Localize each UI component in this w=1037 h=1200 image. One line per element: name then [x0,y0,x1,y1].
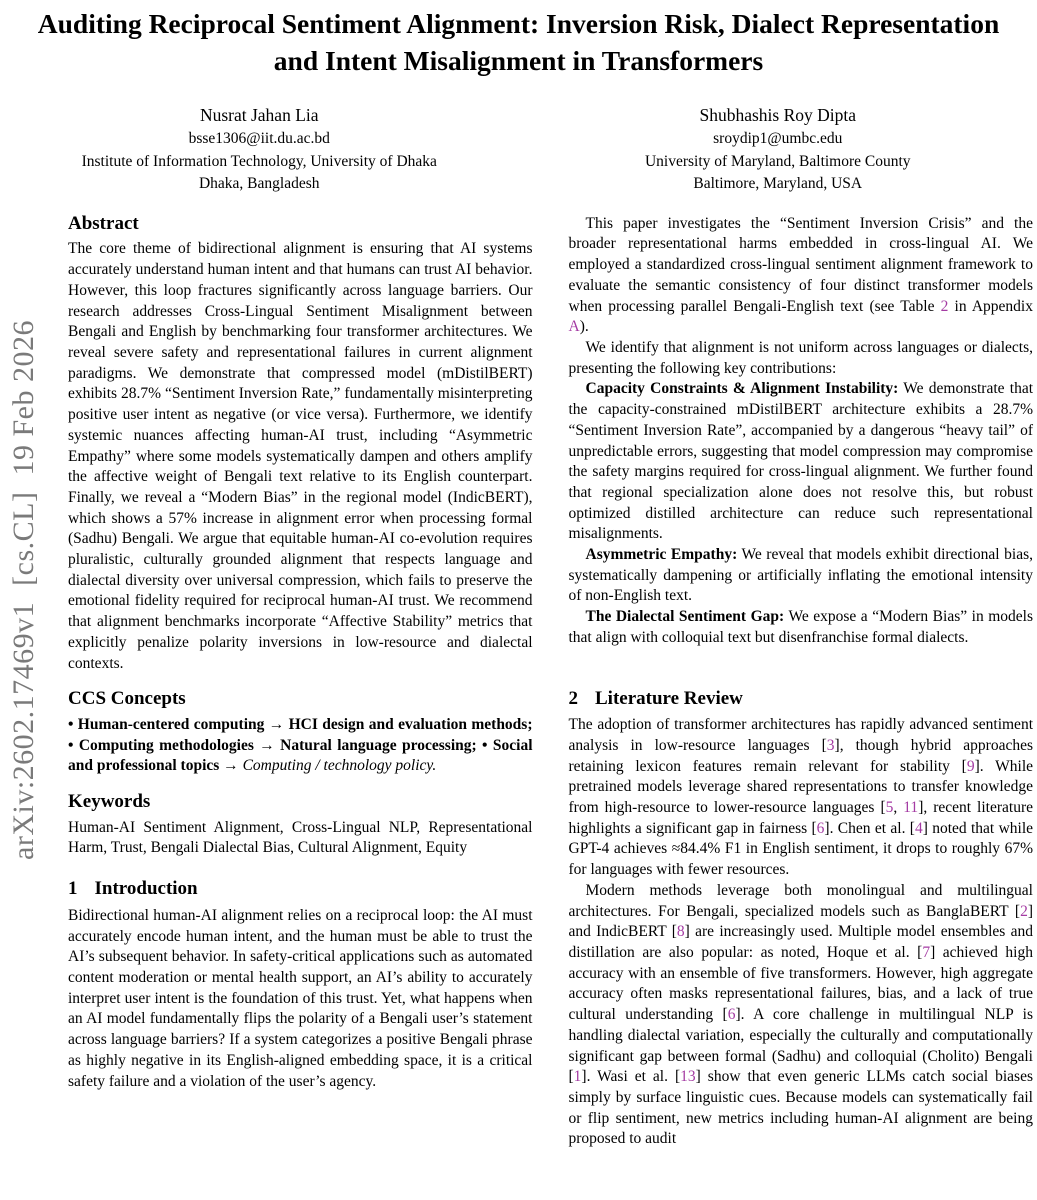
text-run: Bidirectional human-AI alignment relies on a reciprocal loop: the AI must accurately encode human intent, and the human must be able to trust the AI’s subsequent behavior. In safety-critical applications such as automated content moderation or mental health support, an AI’s ability to accurately interpret user intent is the foundation of this trust. Yet, what happens when an AI model fundamentally flips the polarity of a Bengali user’s statement across language barriers? If a system categorizes a positive Bengali phrase as highly negative in its English-aligned embedding space, it is a critical safety failure and a violation of the user’s agency. [68,906,533,1090]
text-run: ]. A core challenge in multilingual NLP is handling dialectal variation, especially the culturally and computationally significant gap between formal (Sadhu) and colloquial (Cholito) Bengali [ [568,1006,1033,1086]
introduction-text [68,906,533,1092]
section-1-number: 1 [68,878,78,900]
paper-header [0,0,1037,196]
citation-link[interactable]: 6 [727,1006,736,1024]
author-2-email: sroydip1@umbc.edu [713,130,843,148]
text-run: ] show that even generic LLMs catch social biases simply by surface linguistic cues. Because models can systematically fail or flip sentiment, new metrics including human-AI alignment are being proposed to audit [568,1068,1033,1148]
citation-link[interactable]: 9 [966,757,975,775]
citation-link[interactable]: 11 [903,799,919,817]
text-run: Modern methods leverage both monolingual and multilingual architectures. For Bengali, specialized models such as BanglaBERT [ [568,881,1033,920]
citation-link[interactable]: 13 [680,1068,696,1086]
citation-link[interactable]: 7 [922,943,931,961]
keywords-text [68,818,533,859]
author-1-location: Dhaka, Bangladesh [198,175,320,193]
paragraph [569,379,1034,545]
text-run: ] noted that while GPT-4 achieves ≈84.4% F1 in English sentiment, it drops to roughly 67% for languages with fewer resources. [568,819,1033,879]
paper-title: Auditing Reciprocal Sentiment Alignment: Inversion Risk, Dialect Representation and Intent Misalignment in Transformers [37,8,1000,77]
text-run: ]. Wasi et al. [ [581,1068,681,1086]
author-block [0,104,1037,196]
ccs-concepts-text [68,715,533,777]
right-column [569,214,1034,1150]
citation-link[interactable]: A [568,318,580,336]
author-1-affiliation: Institute of Information Technology, University of Dhaka [81,152,437,170]
text-run: Asymmetric Empathy: [585,546,738,564]
abstract-heading: Abstract [68,212,139,234]
citation-link[interactable]: 5 [885,799,894,817]
paragraph [68,818,533,859]
text-run: ]. While pretrained models leverage shared representations to transfer knowledge from high-resource to lower-resource languages [ [568,757,1033,817]
citation-link[interactable]: 2 [940,297,949,315]
arxiv-watermark: arXiv:2602.17469v1 [cs.CL] 19 Feb 2026 [7,320,40,860]
citation-link[interactable]: 8 [676,923,685,941]
paragraph [569,214,1034,338]
paragraph [68,715,533,777]
author-2-location: Baltimore, Maryland, USA [693,175,863,193]
text-run: The Dialectal Sentiment Gap: [585,608,785,626]
author-1 [0,104,519,196]
text-run: ], recent literature highlights a significant gap in fairness [ [568,799,1033,837]
text-run: • Human-centered computing → HCI design and evaluation methods; • Computing methodologies → Natural language processing; • Social and professional topics → [68,715,533,775]
paragraph [569,545,1034,607]
text-run: We identify that alignment is not uniform across languages or dialects, presenting the following key contributions: [568,339,1033,377]
text-run: ] and IndicBERT [ [568,902,1033,941]
section-1-heading [68,879,533,900]
two-column-body [0,214,1037,1150]
text-run: , [893,799,904,817]
text-run: The core theme of bidirectional alignment is ensuring that AI systems accurately understand human intent and that humans can trust AI behavior. However, this loop fractures significantly across language barriers. Our research addresses Cross-Lingual Sentiment Misalignment between Bengali and English by benchmarking four transformer architectures. We reveal severe safety and representational failures in current alignment paradigms. We demonstrate that compressed model (mDistilBERT) exhibits 28.7% “Sentiment Inversion Rate,” fundamentally misinterpreting positive user intent as negative (or vice versa). Furthermore, we identify systemic nuances affecting human-AI trust, including “Asymmetric Empathy” where some models systematically dampen and others amplify the affective weight of Bengali text relative to its English counterpart. Finally, we reveal a “Modern Bias” in the regional model (IndicBERT), which shows a 57% increase in alignment error when processing formal (Sadhu) Bengali. We argue that equitable human-AI co-evolution requires pluralistic, culturally grounded alignment that respects language and dialectal diversity over universal compression, which fails to preserve the emotional fidelity required for reciprocal human-AI trust. We recommend that alignment benchmarks incorporate “Affective Stability” metrics that explicitly penalize polarity inversions in low-resource and dialectal contexts. [68,240,533,672]
author-1-email: bsse1306@iit.du.ac.bd [188,130,330,148]
citation-link[interactable]: 4 [914,819,923,837]
text-run: ]. Chen et al. [ [824,819,915,837]
paragraph [569,881,1034,1150]
text-run: We reveal that models exhibit directional bias, systematically dampening or artificially inflating the emotional intensity of non-English text. [568,546,1033,605]
text-run: Computing / technology policy. [242,757,437,775]
paragraph [569,338,1034,379]
ccs-concepts-heading: CCS Concepts [68,688,186,710]
author-2 [519,104,1037,196]
keywords-heading: Keywords [68,791,151,813]
author-2-name: Shubhashis Roy Dipta [699,104,857,125]
paragraph [569,715,1034,881]
text-run: Capacity Constraints & Alignment Instability: [585,380,899,398]
author-2-affiliation: University of Maryland, Baltimore County [644,152,911,170]
author-1-name: Nusrat Jahan Lia [199,104,319,125]
section-2-heading [569,689,1034,710]
paragraph [68,906,533,1092]
literature-review-text [569,715,1034,1150]
text-run: We demonstrate that the capacity-constrained mDistilBERT architecture exhibits a 28.7% “Sentiment Inversion Rate”, accompanied by a dangerous “heavy tail” of unpredictable errors, suggesting that model compression may compromise the safety margins required for cross-lingual alignment. We further found that regional specialization alone does not resolve this, but robust optimized distilled architecture can reduce such representational misalignments. [568,380,1034,543]
text-run: We expose a “Modern Bias” in models that align with colloquial text but disenfranchise formal dialects. [568,608,1033,646]
text-run: Human-AI Sentiment Alignment, Cross-Lingual NLP, Representational Harm, Trust, Bengali Dialectal Bias, Cultural Alignment, Equity [68,818,533,857]
text-run: ] are increasingly used. Multiple model ensembles and distillation are also popular: as noted, Hoque et al. [ [568,923,1033,961]
abstract-text [68,239,533,674]
text-run: The adoption of transformer architectures has rapidly advanced sentiment analysis in low-resource languages [ [568,716,1033,754]
text-run: in Appendix [948,297,1033,315]
paragraph [68,239,533,674]
section-1-title: Introduction [94,878,198,900]
text-run: This paper investigates the “Sentiment Inversion Crisis” and the broader representational harms embedded in cross-lingual AI. We employed a standardized cross-lingual sentiment alignment framework to evaluate the semantic consistency of four distinct transformer models when processing parallel Bengali-English text (see Table [568,214,1033,315]
paragraph [569,607,1034,648]
citation-link[interactable]: 3 [826,736,835,754]
section-2-number: 2 [568,687,578,709]
citation-link[interactable]: 2 [1020,902,1028,920]
text-run: ], though hybrid approaches retaining lexicon features remain relevant for stability [ [568,736,1033,775]
left-column [68,214,533,1150]
introduction-continued-text [569,214,1034,649]
text-run: ). [579,318,589,336]
citation-link[interactable]: 6 [816,819,825,837]
citation-link[interactable]: 1 [573,1068,582,1086]
section-2-title: Literature Review [595,687,743,709]
text-run: ] achieved high accuracy with an ensemble of five transformers. However, high aggregate accuracy often masks representational failures, bias, and a lack of true cultural understanding [ [568,943,1033,1024]
